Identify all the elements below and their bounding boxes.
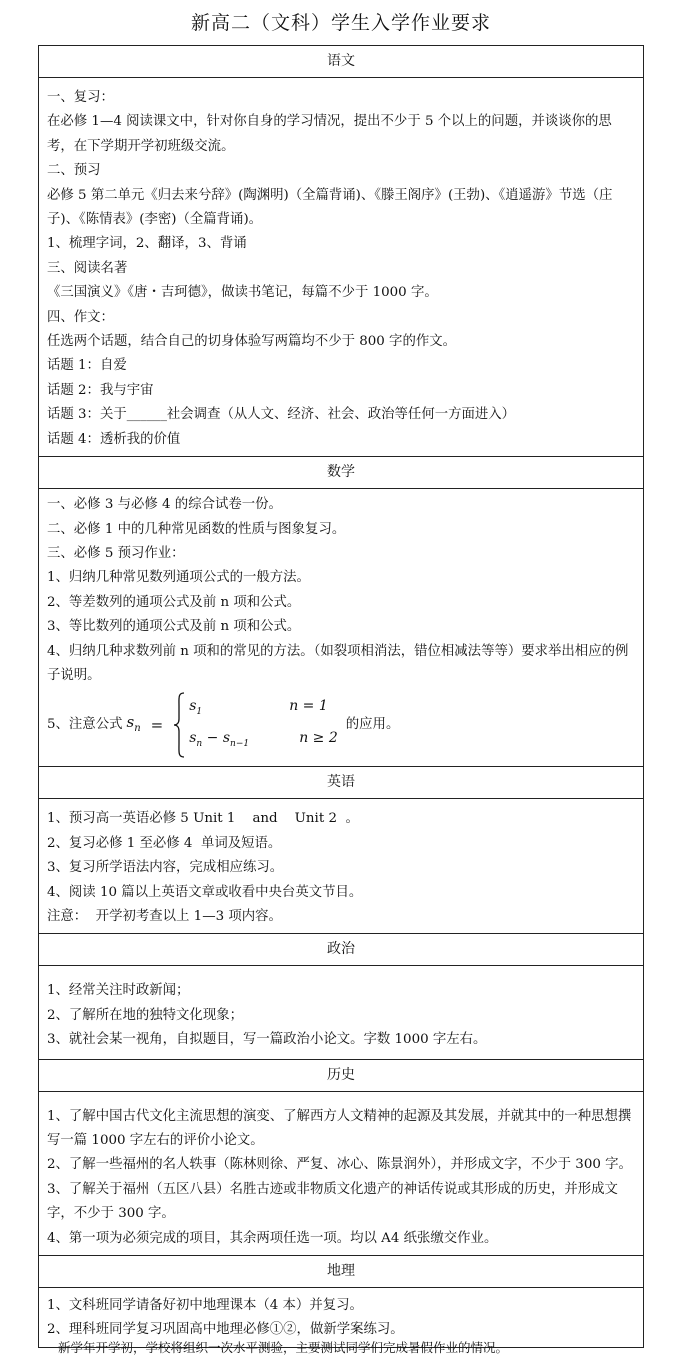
politics-line: 1、经常关注时政新闻；	[47, 983, 190, 999]
politics-line: 3、就社会某一视角，自拟题目，写一篇政治小论文。字数 1000 字左右。	[47, 1032, 487, 1048]
math-line: 三、必修 5 预习作业：	[47, 545, 185, 561]
math-body	[39, 489, 643, 767]
formula-lhs: $s_n$	[126, 712, 141, 734]
sequence-formula	[126, 692, 399, 758]
math-line: 3、等比数列的通项公式及前 n 项和公式。	[47, 619, 301, 635]
politics-heading: 政治	[39, 934, 643, 966]
geography-line: 1、文科班同学请备好初中地理课本（4 本）并复习。	[47, 1298, 363, 1314]
page-title: 新高二（文科）学生入学作业要求	[190, 12, 491, 34]
politics-body	[39, 966, 643, 1059]
chinese-line: 在必修 1—4 阅读课文中，针对你自身的学习情况，提出不少于 5 个以上的问题，并谈谈你的思考，在下学期开学初班级交流。	[47, 114, 612, 154]
formula-case-1: $s_1$ n = 1	[189, 698, 328, 718]
sequence-formula-line	[47, 688, 635, 762]
chinese-line: 话题 3：关于______社会调查（从人文、经济、社会、政治等任何一方面进入）	[47, 407, 516, 423]
english-line: 4、阅读 10 篇以上英语文章或收看中央台英文节目。	[47, 884, 363, 900]
chinese-line: 四、作文：	[47, 309, 114, 325]
math-line: 4、归纳几种求数列前 n 项和的常见的方法。（如裂项相消法，错位相减法等等）要求举出相应的例子说明。	[47, 643, 629, 683]
chinese-line: 二、预习	[47, 163, 101, 179]
chinese-line: 必修 5 第二单元《归去来兮辞》(陶渊明)（全篇背诵)、《滕王阁序》(王勃)、《逍遥游》节选（庄子)、《陈情表》(李密)（全篇背诵)。	[47, 187, 613, 228]
math-line: 二、必修 1 中的几种常见函数的性质与图象复习。	[47, 521, 346, 537]
chinese-line: 一、复习：	[47, 90, 114, 105]
english-line: 2、复习必修 1 至必修 4 单词及短语。	[47, 835, 282, 851]
history-line: 3、了解关于福州（五区八县）名胜古迹或非物质文化遗产的神话传说或其形成的历史，并形成文字，不少于 300 字。	[47, 1181, 618, 1222]
chinese-line: 《三国演义》《唐・吉珂德》，做读书笔记，每篇不少于 1000 字。	[47, 285, 438, 301]
formula-suffix: 的应用。	[345, 717, 400, 733]
chinese-heading: 语文	[39, 46, 643, 78]
math-line: 2、等差数列的通项公式及前 n 项和公式。	[47, 594, 301, 610]
chinese-line: 1、梳理字词，2、翻译，3、背诵	[47, 236, 247, 252]
formula-cases	[189, 694, 338, 756]
formula-prefix: 5、注意公式	[47, 717, 123, 733]
geography-line: 2、理科班同学复习巩固高中地理必修①②，做新学案练习。	[47, 1322, 404, 1338]
assignment-table	[38, 45, 644, 1348]
left-brace-icon	[173, 692, 185, 758]
history-line: 2、了解一些福州的名人轶事（陈林则徐、严复、冰心、陈景润外），并形成文字，不少于 300 字。	[47, 1157, 632, 1173]
math-line: 一、必修 3 与必修 4 的综合试卷一份。	[47, 497, 282, 513]
english-line: 注意： 开学初考查以上 1—3 项内容。	[47, 908, 282, 924]
formula-equals: =	[150, 716, 164, 735]
chinese-line: 话题 4：透析我的价值	[47, 431, 181, 447]
chinese-line: 任选两个话题，结合自己的切身体验写两篇均不少于 800 字的作文。	[47, 334, 457, 350]
geography-heading: 地理	[39, 1256, 643, 1288]
chinese-body	[39, 78, 643, 457]
english-line: 3、复习所学语法内容，完成相应练习。	[47, 860, 284, 876]
history-line: 1、了解中国古代文化主流思想的演变、了解西方人文精神的起源及其发展，并就其中的一种思想撰写一篇 1000 字左右的评价小论文。	[47, 1108, 632, 1148]
politics-line: 2、了解所在地的独特文化现象；	[47, 1007, 243, 1023]
english-line: 1、预习高一英语必修 5 Unit 1 and Unit 2 。	[47, 811, 359, 827]
math-line: 1、归纳几种常见数列通项公式的一般方法。	[47, 570, 310, 586]
history-line: 4、第一项为必须完成的项目，其余两项任选一项。均以 A4 纸张缴交作业。	[47, 1230, 498, 1246]
formula-case-2: $s_n - s_{n-1}$ n ≥ 2	[189, 730, 338, 749]
chinese-line: 三、阅读名著	[47, 260, 128, 276]
english-heading: 英语	[39, 767, 643, 799]
english-body	[39, 799, 643, 934]
chinese-line: 话题 2：我与宇宙	[47, 382, 154, 398]
footer-note: 新学年开学初，学校将组织一次水平测验，主要测试同学们完成暑假作业的情况。	[58, 1340, 509, 1355]
history-body	[39, 1092, 643, 1256]
history-heading: 历史	[39, 1060, 643, 1092]
math-heading: 数学	[39, 457, 643, 489]
chinese-line: 话题 1：自爱	[47, 358, 127, 374]
